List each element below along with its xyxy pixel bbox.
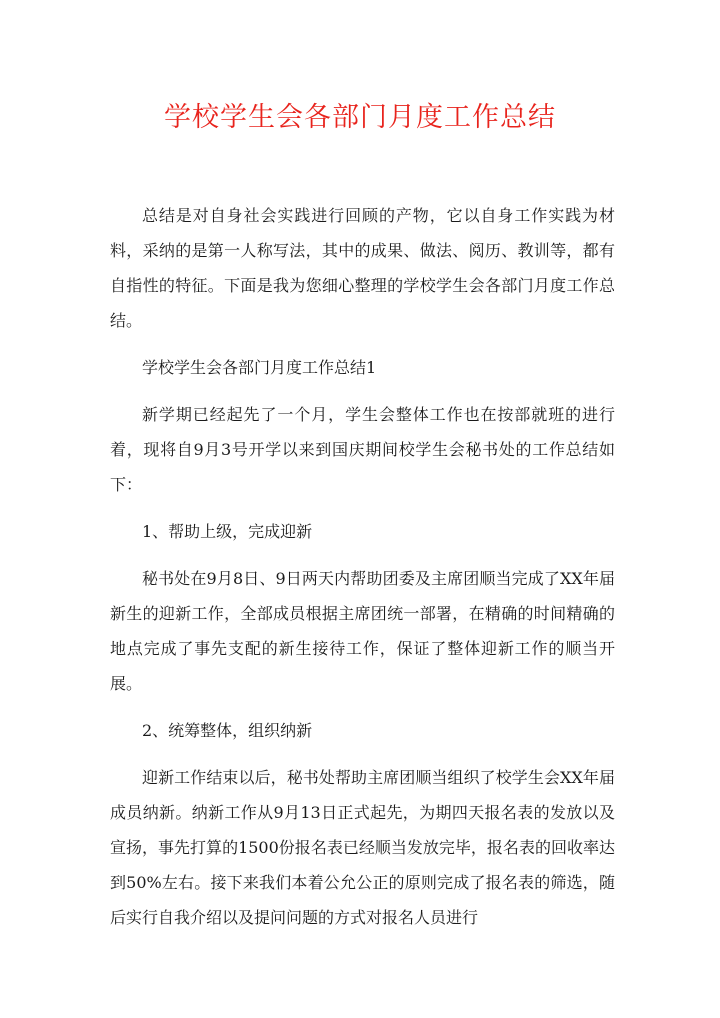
intro-paragraph: 总结是对自身社会实践进行回顾的产物，它以自身工作实践为材料，采纳的是第一人称写法，其中的成果、做法、阅历、教训等，都有自指性的特征。下面是我为您细心整理的学校学生会各部门月度工作总结。	[110, 206, 615, 330]
section-heading: 学校学生会各部门月度工作总结1	[142, 358, 377, 377]
document-title: 学校学生会各部门月度工作总结	[164, 102, 556, 133]
body-paragraph: 秘书处在9月8日、9日两天内帮助团委及主席团顺当完成了XX年届新生的迎新工作，全部成员根据主席团统一部署，在精确的时间精确的地点完成了事先支配的新生接待工作，保证了整体迎新工作的顺当开展。	[110, 569, 615, 693]
body-paragraph: 新学期已经起先了一个月，学生会整体工作也在按部就班的进行着，现将自9月3号开学以来到国庆期间校学生会秘书处的工作总结如下：	[110, 405, 615, 494]
body-paragraph: 迎新工作结束以后，秘书处帮助主席团顺当组织了校学生会XX年届成员纳新。纳新工作从9月13日正式起先，为期四天报名表的发放以及宣扬，事先打算的1500份报名表已经顺当发放完毕，报名表的回收率达到50%左右。接下来我们本着公允公正的原则完成了报名表的筛选，随后实行自我介绍以及提问问题的方式对报名人员进行	[110, 768, 615, 927]
subsection-heading: 2、统筹整体，组织纳新	[142, 721, 313, 740]
document-body	[110, 198, 615, 947]
subsection-heading: 1、帮助上级，完成迎新	[142, 522, 313, 541]
